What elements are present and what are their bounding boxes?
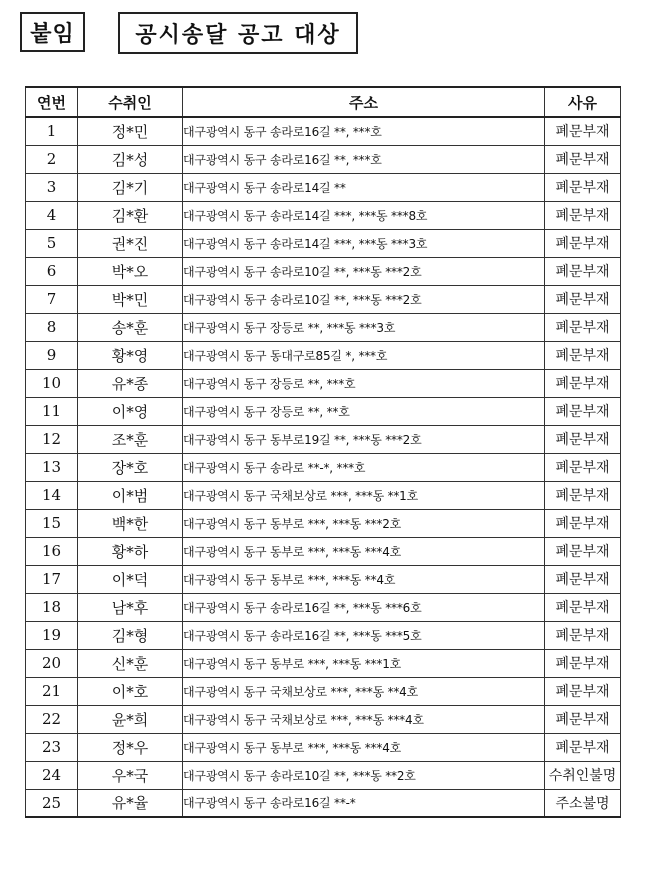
delivery-failure-reason: 폐문부재: [545, 201, 621, 229]
column-header-recipient: 수취인: [78, 87, 183, 117]
recipient-name: 우*국: [78, 761, 183, 789]
delivery-failure-reason: 폐문부재: [545, 285, 621, 313]
recipient-name: 유*율: [78, 789, 183, 817]
recipient-name: 장*호: [78, 453, 183, 481]
row-number: 23: [26, 733, 78, 761]
delivery-failure-reason: 주소불명: [545, 789, 621, 817]
row-number: 25: [26, 789, 78, 817]
recipient-name: 김*환: [78, 201, 183, 229]
recipient-name: 송*훈: [78, 313, 183, 341]
row-number: 21: [26, 677, 78, 705]
table-row: [26, 761, 621, 789]
recipient-address: 대구광역시 동구 동부로 ***, ***동 ***4호: [183, 537, 545, 565]
table-row: [26, 201, 621, 229]
row-number: 11: [26, 397, 78, 425]
table-row: [26, 481, 621, 509]
delivery-failure-reason: 폐문부재: [545, 425, 621, 453]
row-number: 8: [26, 313, 78, 341]
delivery-failure-reason: 폐문부재: [545, 593, 621, 621]
table-row: [26, 369, 621, 397]
row-number: 22: [26, 705, 78, 733]
recipient-address: 대구광역시 동구 국채보상로 ***, ***동 ***4호: [183, 705, 545, 733]
attachment-badge: 붙임: [20, 12, 85, 52]
recipient-address: 대구광역시 동구 동부로 ***, ***동 ***4호: [183, 733, 545, 761]
row-number: 4: [26, 201, 78, 229]
delivery-failure-reason: 폐문부재: [545, 621, 621, 649]
recipient-address: 대구광역시 동구 장등로 **, **호: [183, 397, 545, 425]
table-row: [26, 677, 621, 705]
delivery-failure-reason: 폐문부재: [545, 705, 621, 733]
delivery-failure-reason: 폐문부재: [545, 565, 621, 593]
table-row: [26, 117, 621, 145]
recipient-address: 대구광역시 동구 송라로16길 **, ***동 ***5호: [183, 621, 545, 649]
delivery-failure-reason: 폐문부재: [545, 117, 621, 145]
page-title: 공시송달 공고 대상: [118, 12, 358, 54]
row-number: 19: [26, 621, 78, 649]
recipient-address: 대구광역시 동구 송라로14길 **: [183, 173, 545, 201]
recipient-name: 김*성: [78, 145, 183, 173]
delivery-failure-reason: 폐문부재: [545, 369, 621, 397]
row-number: 9: [26, 341, 78, 369]
recipient-name: 이*영: [78, 397, 183, 425]
recipient-address: 대구광역시 동구 송라로10길 **, ***동 **2호: [183, 761, 545, 789]
table-row: [26, 453, 621, 481]
row-number: 7: [26, 285, 78, 313]
recipient-address: 대구광역시 동구 송라로16길 **, ***호: [183, 117, 545, 145]
row-number: 12: [26, 425, 78, 453]
recipient-address: 대구광역시 동구 송라로 **-*, ***호: [183, 453, 545, 481]
recipient-name: 김*기: [78, 173, 183, 201]
table-row: [26, 509, 621, 537]
recipient-name: 정*민: [78, 117, 183, 145]
row-number: 18: [26, 593, 78, 621]
recipient-name: 박*오: [78, 257, 183, 285]
recipient-name: 조*훈: [78, 425, 183, 453]
recipient-name: 유*종: [78, 369, 183, 397]
delivery-failure-reason: 폐문부재: [545, 173, 621, 201]
table-row: [26, 425, 621, 453]
table-body: [26, 117, 621, 817]
row-number: 24: [26, 761, 78, 789]
recipient-table: [25, 86, 621, 818]
table-row: [26, 257, 621, 285]
recipient-name: 권*진: [78, 229, 183, 257]
table-header-row: [26, 87, 621, 117]
table-row: [26, 145, 621, 173]
row-number: 20: [26, 649, 78, 677]
recipient-name: 백*한: [78, 509, 183, 537]
delivery-failure-reason: 폐문부재: [545, 481, 621, 509]
recipient-address: 대구광역시 동구 송라로14길 ***, ***동 ***8호: [183, 201, 545, 229]
delivery-failure-reason: 폐문부재: [545, 733, 621, 761]
delivery-failure-reason: 폐문부재: [545, 313, 621, 341]
table-row: [26, 705, 621, 733]
column-header-reason: 사유: [545, 87, 621, 117]
row-number: 2: [26, 145, 78, 173]
column-header-address: 주소: [183, 87, 545, 117]
recipient-address: 대구광역시 동구 송라로10길 **, ***동 ***2호: [183, 257, 545, 285]
recipient-address: 대구광역시 동구 동부로 ***, ***동 ***1호: [183, 649, 545, 677]
recipient-name: 남*후: [78, 593, 183, 621]
recipient-address: 대구광역시 동구 송라로16길 **-*: [183, 789, 545, 817]
table-row: [26, 565, 621, 593]
row-number: 14: [26, 481, 78, 509]
delivery-failure-reason: 수취인불명: [545, 761, 621, 789]
recipient-address: 대구광역시 동구 송라로16길 **, ***동 ***6호: [183, 593, 545, 621]
row-number: 17: [26, 565, 78, 593]
table-row: [26, 341, 621, 369]
recipient-address: 대구광역시 동구 동대구로85길 *, ***호: [183, 341, 545, 369]
delivery-failure-reason: 폐문부재: [545, 677, 621, 705]
table-row: [26, 649, 621, 677]
recipient-address: 대구광역시 동구 송라로10길 **, ***동 ***2호: [183, 285, 545, 313]
row-number: 1: [26, 117, 78, 145]
recipient-address: 대구광역시 동구 장등로 **, ***동 ***3호: [183, 313, 545, 341]
recipient-name: 황*영: [78, 341, 183, 369]
table-row: [26, 173, 621, 201]
recipient-address: 대구광역시 동구 송라로16길 **, ***호: [183, 145, 545, 173]
column-header-number: 연번: [26, 87, 78, 117]
recipient-name: 신*훈: [78, 649, 183, 677]
recipient-name: 이*덕: [78, 565, 183, 593]
recipient-address: 대구광역시 동구 장등로 **, ***호: [183, 369, 545, 397]
table-row: [26, 789, 621, 817]
delivery-failure-reason: 폐문부재: [545, 537, 621, 565]
delivery-failure-reason: 폐문부재: [545, 649, 621, 677]
table-row: [26, 621, 621, 649]
row-number: 5: [26, 229, 78, 257]
table-row: [26, 229, 621, 257]
recipient-address: 대구광역시 동구 동부로19길 **, ***동 ***2호: [183, 425, 545, 453]
delivery-failure-reason: 폐문부재: [545, 509, 621, 537]
delivery-failure-reason: 폐문부재: [545, 453, 621, 481]
row-number: 3: [26, 173, 78, 201]
recipient-name: 윤*희: [78, 705, 183, 733]
recipient-address: 대구광역시 동구 국채보상로 ***, ***동 **4호: [183, 677, 545, 705]
recipient-name: 정*우: [78, 733, 183, 761]
table-row: [26, 593, 621, 621]
row-number: 10: [26, 369, 78, 397]
delivery-failure-reason: 폐문부재: [545, 397, 621, 425]
delivery-failure-reason: 폐문부재: [545, 145, 621, 173]
delivery-failure-reason: 폐문부재: [545, 341, 621, 369]
table-row: [26, 285, 621, 313]
recipient-address: 대구광역시 동구 동부로 ***, ***동 **4호: [183, 565, 545, 593]
row-number: 6: [26, 257, 78, 285]
table-row: [26, 313, 621, 341]
table-row: [26, 733, 621, 761]
recipient-name: 이*호: [78, 677, 183, 705]
recipient-name: 박*민: [78, 285, 183, 313]
recipient-address: 대구광역시 동구 국채보상로 ***, ***동 **1호: [183, 481, 545, 509]
recipient-name: 황*하: [78, 537, 183, 565]
delivery-failure-reason: 폐문부재: [545, 257, 621, 285]
recipient-name: 이*범: [78, 481, 183, 509]
recipient-address: 대구광역시 동구 송라로14길 ***, ***동 ***3호: [183, 229, 545, 257]
recipient-address: 대구광역시 동구 동부로 ***, ***동 ***2호: [183, 509, 545, 537]
delivery-failure-reason: 폐문부재: [545, 229, 621, 257]
recipient-name: 김*형: [78, 621, 183, 649]
table-row: [26, 397, 621, 425]
row-number: 15: [26, 509, 78, 537]
row-number: 16: [26, 537, 78, 565]
row-number: 13: [26, 453, 78, 481]
table-row: [26, 537, 621, 565]
